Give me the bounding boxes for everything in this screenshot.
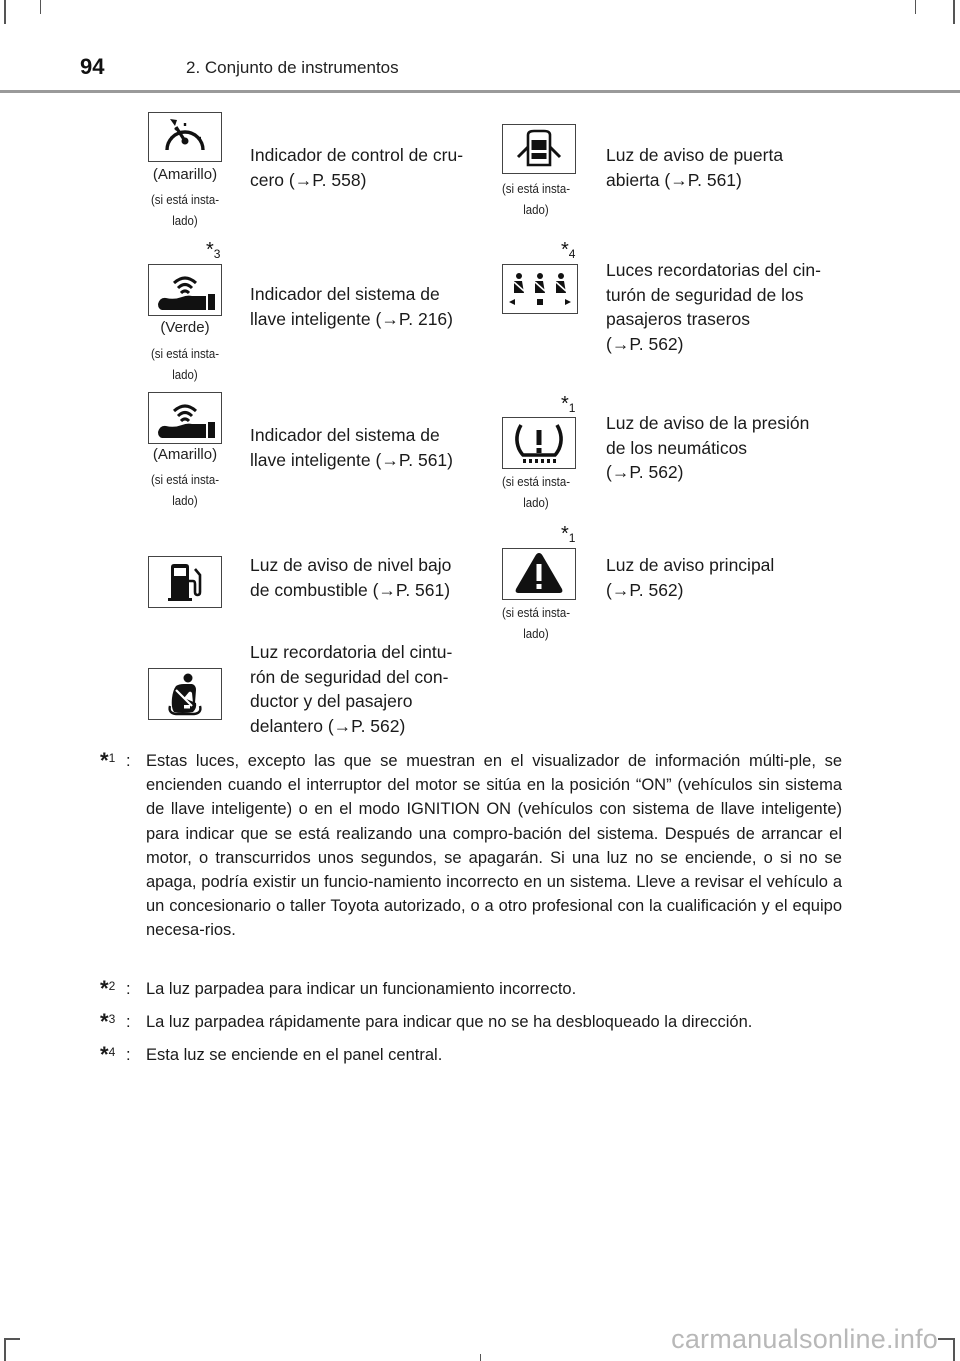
description-line: rón de seguridad del con- (250, 666, 449, 687)
crop-mark (480, 1354, 481, 1361)
description-line: (→P. 562) (606, 333, 684, 354)
watermark: carmanualsonline.info (671, 1324, 938, 1354)
footnote: *$^1$ : Estas luces, excepto las que se muestran en el visualizador de información múlti-ple, se encienden cuando el interruptor del motor se sitúa en la posición “ON” (vehículos sin sistema de llave inteligente) o en el modo IGNITION ON (vehículos con sistema de llave inteligente) para indicar que se está realizando una compro-bación del sistema. Después de arrancar el motor, o transcurridos unos segundos, se apagarán. Si una luz no se enciende, o si no se apaga, podría existir un funcio-namiento incorrecto en un sistema. Lleve a revisar el vehículo a un concesionario o taller Toyota autorizado, o a otro profesional con la cualificación y el equipo necesa-rios. (100, 748, 842, 940)
description-master-warning (606, 553, 834, 602)
section-title: 2. Conjunto de instrumentos (186, 58, 399, 77)
description-seatbelt-driver (250, 640, 478, 738)
color-label: (Amarillo) (152, 446, 218, 463)
page-number: 94 (80, 54, 105, 79)
installed-note: (si está insta- lado) (501, 181, 571, 217)
installed-note: (si está insta- lado) (150, 346, 220, 382)
description-door-open (606, 143, 834, 192)
note-marker: $*_1$ (561, 523, 576, 545)
description-line: (→P. 562) (606, 579, 684, 600)
footnote-text: Esta luz se enciende en el panel central. (146, 1046, 443, 1064)
description-line: Luz de aviso de puerta (606, 145, 784, 165)
fuel-pump-icon (148, 556, 222, 608)
description-smart-key-amber (250, 423, 478, 472)
description-line: ductor y del pasajero (250, 691, 413, 711)
door-open-icon (502, 124, 576, 174)
footnote-marker: *$^2$ (100, 976, 116, 1001)
rear-seatbelt-icon (502, 264, 578, 314)
footnote: *$^3$ : La luz parpadea rápidamente para indicar que no se ha desbloqueado la dirección. (100, 1009, 753, 1034)
crop-mark (953, 0, 955, 24)
crop-mark (915, 0, 916, 14)
master-warning-icon (502, 548, 576, 600)
description-line: delantero (→P. 562) (250, 715, 406, 736)
smart-key-icon (148, 392, 222, 444)
description-line: (→P. 562) (606, 462, 684, 482)
crop-mark (4, 1338, 20, 1340)
note-marker: $*_1$ (561, 393, 576, 415)
footnote-text: Estas luces, excepto las que se muestran en el visualizador de información múlti-ple, se encienden cuando el interruptor del motor se sitúa en la posición “ON” (vehículos sin sistema de llave inteligente) o en el modo IGNITION ON (vehículos con sistema de llave inteligente) para indicar que se está realizando una compro-bación del sistema. Después de arrancar el motor, o transcurridos unos segundos, se apagarán. Si una luz no se enciende, o si no se apaga, podría existir un funcio-namiento incorrecto en un sistema. Lleve a revisar el vehículo a un concesionario o taller Toyota autorizado, o a otro profesional con la cualificación y el equipo necesa-rios. (146, 752, 842, 940)
header-rule (0, 90, 960, 93)
description-line: Luz de aviso de la presión (606, 413, 810, 433)
description-line: llave inteligente (→P. 216) (250, 308, 453, 329)
footnote: *$^2$ : La luz parpadea para indicar un funcionamiento incorrecto. (100, 976, 577, 1001)
installed-note: (si está insta- lado) (150, 472, 220, 508)
description-line: Luces recordatorias del cin- (606, 260, 821, 280)
description-line: pasajeros traseros (606, 309, 750, 329)
description-line: turón de seguridad de los (606, 284, 804, 305)
description-line: de los neumáticos (606, 437, 748, 458)
installed-note: (si está insta- lado) (501, 605, 571, 641)
description-tire-pressure (606, 411, 834, 485)
crop-mark (4, 1338, 6, 1361)
footnote-text: La luz parpadea rápidamente para indicar que no se ha desbloqueado la dirección. (146, 1013, 753, 1031)
note-marker: $*_4$ (561, 239, 576, 261)
crop-mark (40, 0, 41, 14)
footnote-marker: *$^4$ (100, 1042, 116, 1067)
installed-note: (si está insta- lado) (150, 192, 220, 228)
footnote-marker: *$^1$ (100, 748, 116, 773)
description-line: Indicador de control de cru- (250, 145, 464, 165)
color-label: (Verde) (160, 319, 210, 336)
description-rear-seatbelt (606, 258, 834, 356)
footnote-text: La luz parpadea para indicar un funcionamiento incorrecto. (146, 980, 577, 998)
tire-pressure-icon (502, 417, 576, 469)
cruise-control-icon (148, 112, 222, 162)
footnote: *$^4$ : Esta luz se enciende en el panel central. (100, 1042, 443, 1067)
description-line: Luz de aviso principal (606, 555, 775, 575)
seatbelt-icon (148, 668, 222, 720)
description-line: Indicador del sistema de (250, 425, 440, 445)
crop-mark (4, 0, 6, 24)
crop-mark (938, 1338, 954, 1340)
description-smart-key-green (250, 282, 478, 331)
note-marker: $*_3$ (206, 239, 221, 261)
description-cruise-control (250, 143, 478, 192)
installed-note: (si está insta- lado) (501, 474, 571, 510)
description-low-fuel (250, 553, 478, 602)
description-line: cero (→P. 558) (250, 169, 367, 190)
description-line: abierta (→P. 561) (606, 169, 742, 190)
description-line: Indicador del sistema de (250, 284, 440, 304)
smart-key-icon (148, 264, 222, 316)
description-line: llave inteligente (→P. 561) (250, 449, 453, 470)
color-label: (Amarillo) (152, 166, 218, 183)
crop-mark (953, 1338, 955, 1361)
description-line: Luz recordatoria del cintu- (250, 642, 453, 662)
description-line: de combustible (→P. 561) (250, 579, 451, 600)
description-line: Luz de aviso de nivel bajo (250, 555, 452, 575)
footnote-marker: *$^3$ (100, 1009, 116, 1034)
